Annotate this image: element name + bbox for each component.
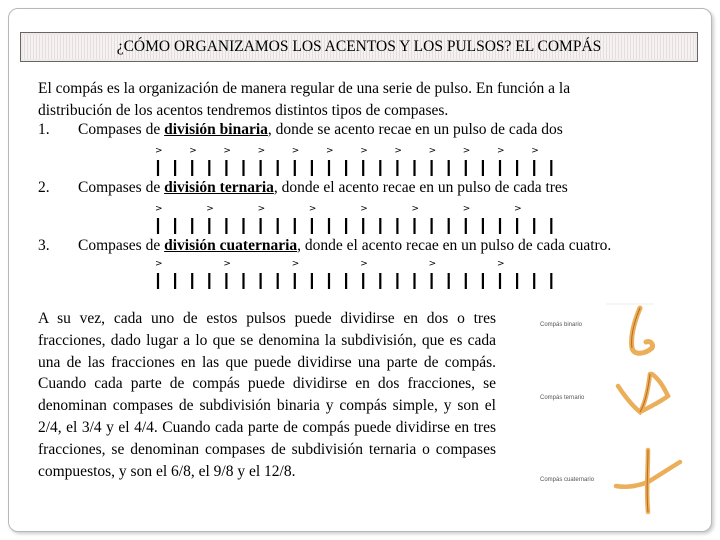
caption-cuaternario: Compás cuaternario [540, 477, 595, 483]
accent-mark: > [257, 204, 266, 214]
item-number: 1. [38, 121, 50, 138]
quadruple-pattern-icon [616, 450, 680, 512]
accent-mark: > [326, 146, 334, 156]
accent-mark: > [223, 259, 231, 269]
subdivision-text: A su vez, cada uno de estos pulsos puede dividirse en dos o tres fracciones, dado lugar a lo que se denomina la subdivisión, que es cada una de las fracciones en las que puede dividirse una parte de compás. Cuando cada parte de compás puede dividirse en dos fracciones, se denominan compases de subdivisión binaria y compás simple, y son el 2/4, el 3/4 y el 4/4. Cuando cada parte de compás puede dividirse en tres fracciones, se denominan compases de subdivisión ternaria o compases compuestos, y son el 6/8, el 9/8 y el 12/8. [38, 310, 496, 480]
accent-mark: > [360, 204, 368, 214]
accent-mark: > [497, 259, 505, 269]
accent-mark: > [394, 146, 402, 156]
accent-mark: > [155, 204, 163, 214]
accent-mark: > [291, 146, 300, 156]
accent-mark: > [411, 204, 420, 214]
item-number: 3. [38, 237, 50, 254]
item-keyword: división ternaria [164, 179, 274, 196]
accent-mark: > [428, 146, 437, 156]
item-prefix: Compases de [78, 121, 161, 138]
item-keyword: división binaria [164, 121, 268, 138]
item-number: 2. [38, 179, 50, 196]
accent-mark: > [223, 146, 231, 156]
item-prefix: Compases de [78, 237, 161, 254]
item-prefix: Compases de [78, 179, 161, 196]
accent-mark: > [462, 146, 471, 156]
item-suffix: , donde el acento recae en un pulso de cada cuatro. [297, 237, 612, 254]
accent-mark: > [531, 146, 539, 156]
ternary-pattern-icon [618, 374, 668, 412]
intro-line-2: distribución de los acentos tendremos distintos tipos de compases. [38, 102, 449, 119]
accent-mark: > [308, 204, 317, 214]
accent-mark: > [291, 259, 300, 269]
slide-title: ¿CÓMO ORGANIZAMOS LOS ACENTOS Y LOS PULSOS? EL COMPÁS [20, 32, 698, 62]
accent-mark: > [206, 204, 214, 214]
accent-mark: > [155, 146, 163, 156]
accent-mark: > [155, 259, 163, 269]
accent-mark: > [257, 146, 266, 156]
caption-ternario: Compás ternario [540, 395, 585, 401]
item-keyword: división cuaternaria [164, 237, 298, 254]
accent-mark: > [462, 204, 471, 214]
accent-mark: > [189, 146, 197, 156]
item-suffix: , donde se acento recae en un pulso de cada dos [267, 121, 563, 138]
accent-mark: > [514, 204, 522, 214]
accent-mark: > [360, 146, 368, 156]
intro-line-1: El compás es la organización de manera regular de una serie de pulso. En función a la [38, 80, 571, 97]
accent-mark: > [497, 146, 505, 156]
binary-pattern-icon [606, 304, 654, 353]
accent-mark: > [360, 259, 368, 269]
item-suffix: , donde el acento recae en un pulso de cada tres [273, 179, 568, 196]
accent-mark: > [428, 259, 437, 269]
caption-binario: Compás binario [540, 322, 583, 328]
